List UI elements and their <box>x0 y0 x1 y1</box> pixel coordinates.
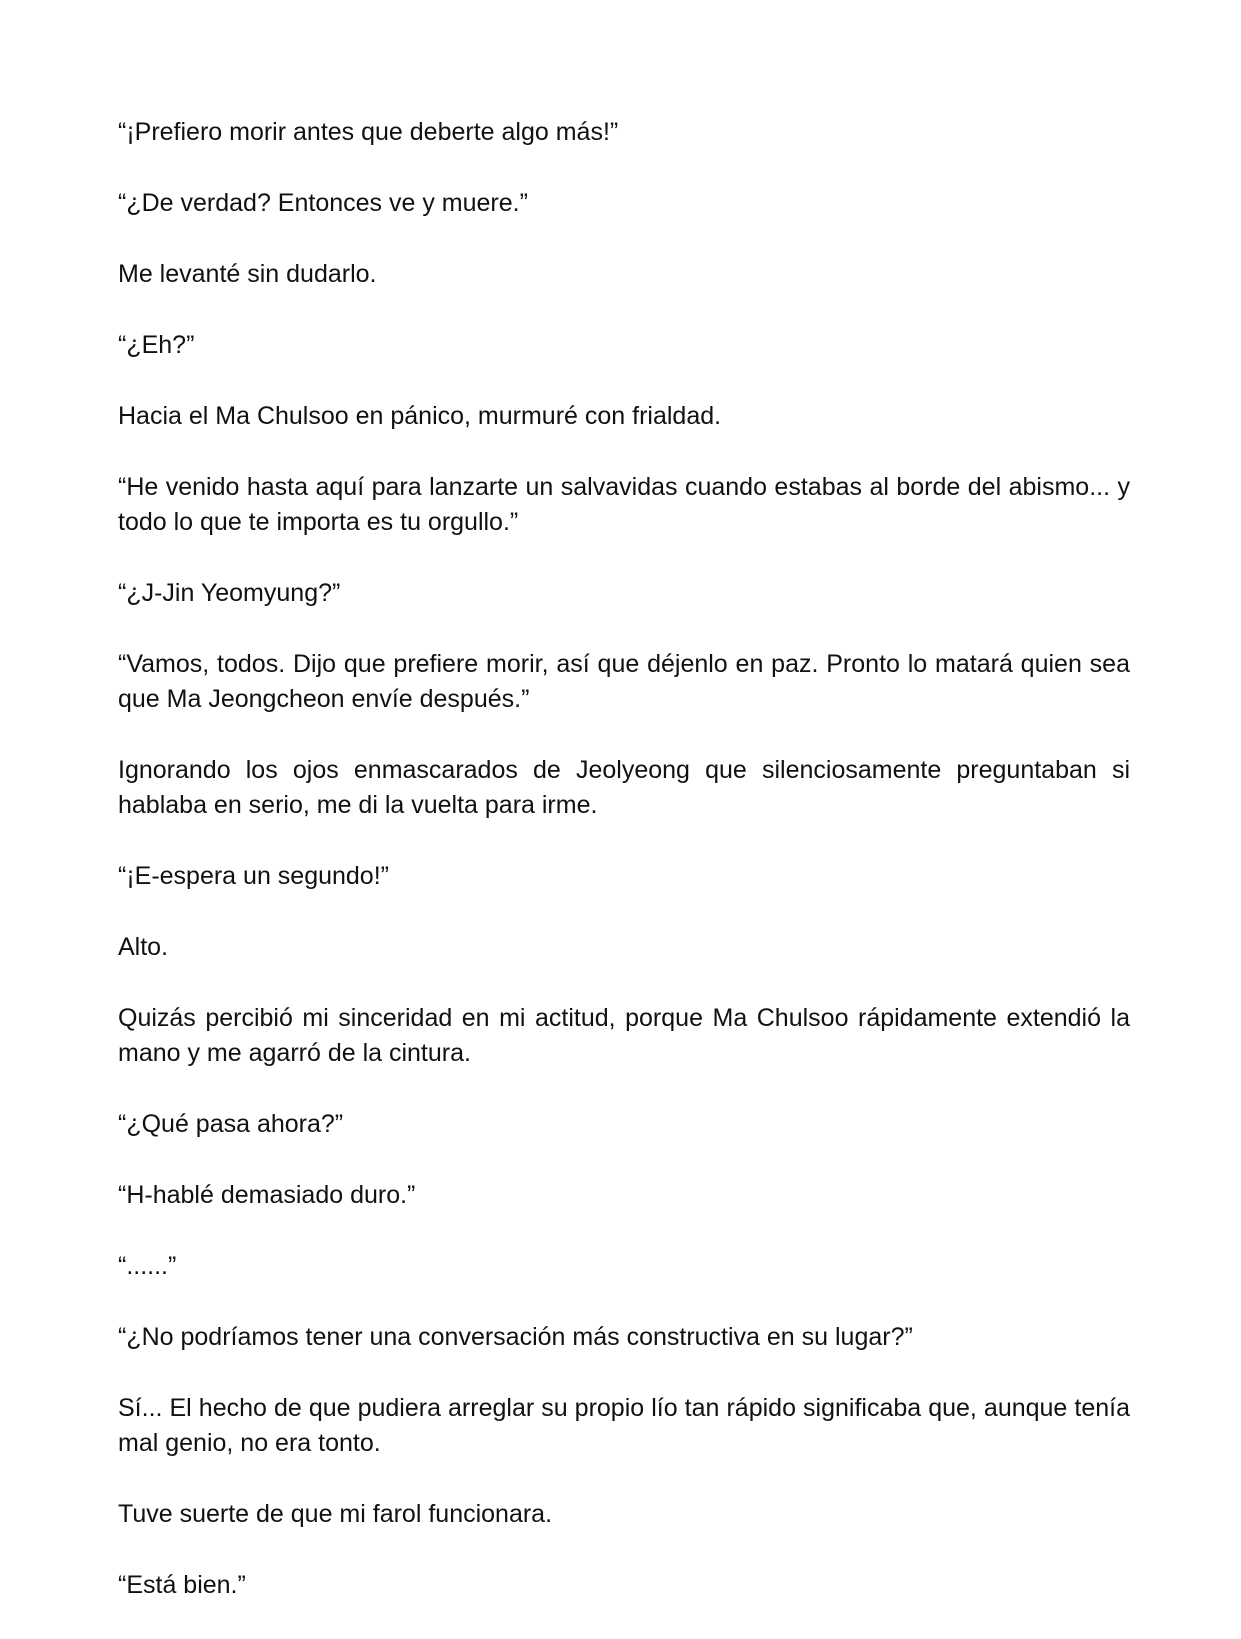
paragraph: Quizás percibió mi sinceridad en mi actitud, porque Ma Chulsoo rápidamente extendió la mano y me agarró de la cintura. <box>118 1004 1130 1067</box>
paragraph: “Vamos, todos. Dijo que prefiere morir, así que déjenlo en paz. Pronto lo matará quien sea que Ma Jeongcheon envíe después.” <box>118 650 1130 713</box>
paragraph: “......” <box>118 1252 177 1280</box>
paragraph: Ignorando los ojos enmascarados de Jeolyeong que silenciosamente preguntaban si hablaba en serio, me di la vuelta para irme. <box>118 756 1130 819</box>
paragraph: “He venido hasta aquí para lanzarte un salvavidas cuando estabas al borde del abismo... y todo lo que te importa es tu orgullo.” <box>118 473 1130 536</box>
paragraph: “¿Eh?” <box>118 331 195 359</box>
paragraph: Me levanté sin dudarlo. <box>118 260 377 288</box>
paragraph: “¡Prefiero morir antes que deberte algo más!” <box>118 118 619 146</box>
document-body <box>118 115 1130 1639</box>
paragraph: “¿Qué pasa ahora?” <box>118 1110 344 1138</box>
paragraph: Alto. <box>118 933 169 961</box>
paragraph: “¡E-espera un segundo!” <box>118 862 389 890</box>
paragraph: “¿De verdad? Entonces ve y muere.” <box>118 189 528 217</box>
paragraph: “Está bien.” <box>118 1571 246 1599</box>
paragraph: Hacia el Ma Chulsoo en pánico, murmuré con frialdad. <box>118 402 722 430</box>
paragraph: “H-hablé demasiado duro.” <box>118 1181 416 1209</box>
paragraph: Tuve suerte de que mi farol funcionara. <box>118 1500 553 1528</box>
paragraph: “¿J-Jin Yeomyung?” <box>118 579 341 607</box>
paragraph: Sí... El hecho de que pudiera arreglar su propio lío tan rápido significaba que, aunque tenía mal genio, no era tonto. <box>118 1394 1130 1457</box>
paragraph: “¿No podríamos tener una conversación más constructiva en su lugar?” <box>118 1323 913 1351</box>
